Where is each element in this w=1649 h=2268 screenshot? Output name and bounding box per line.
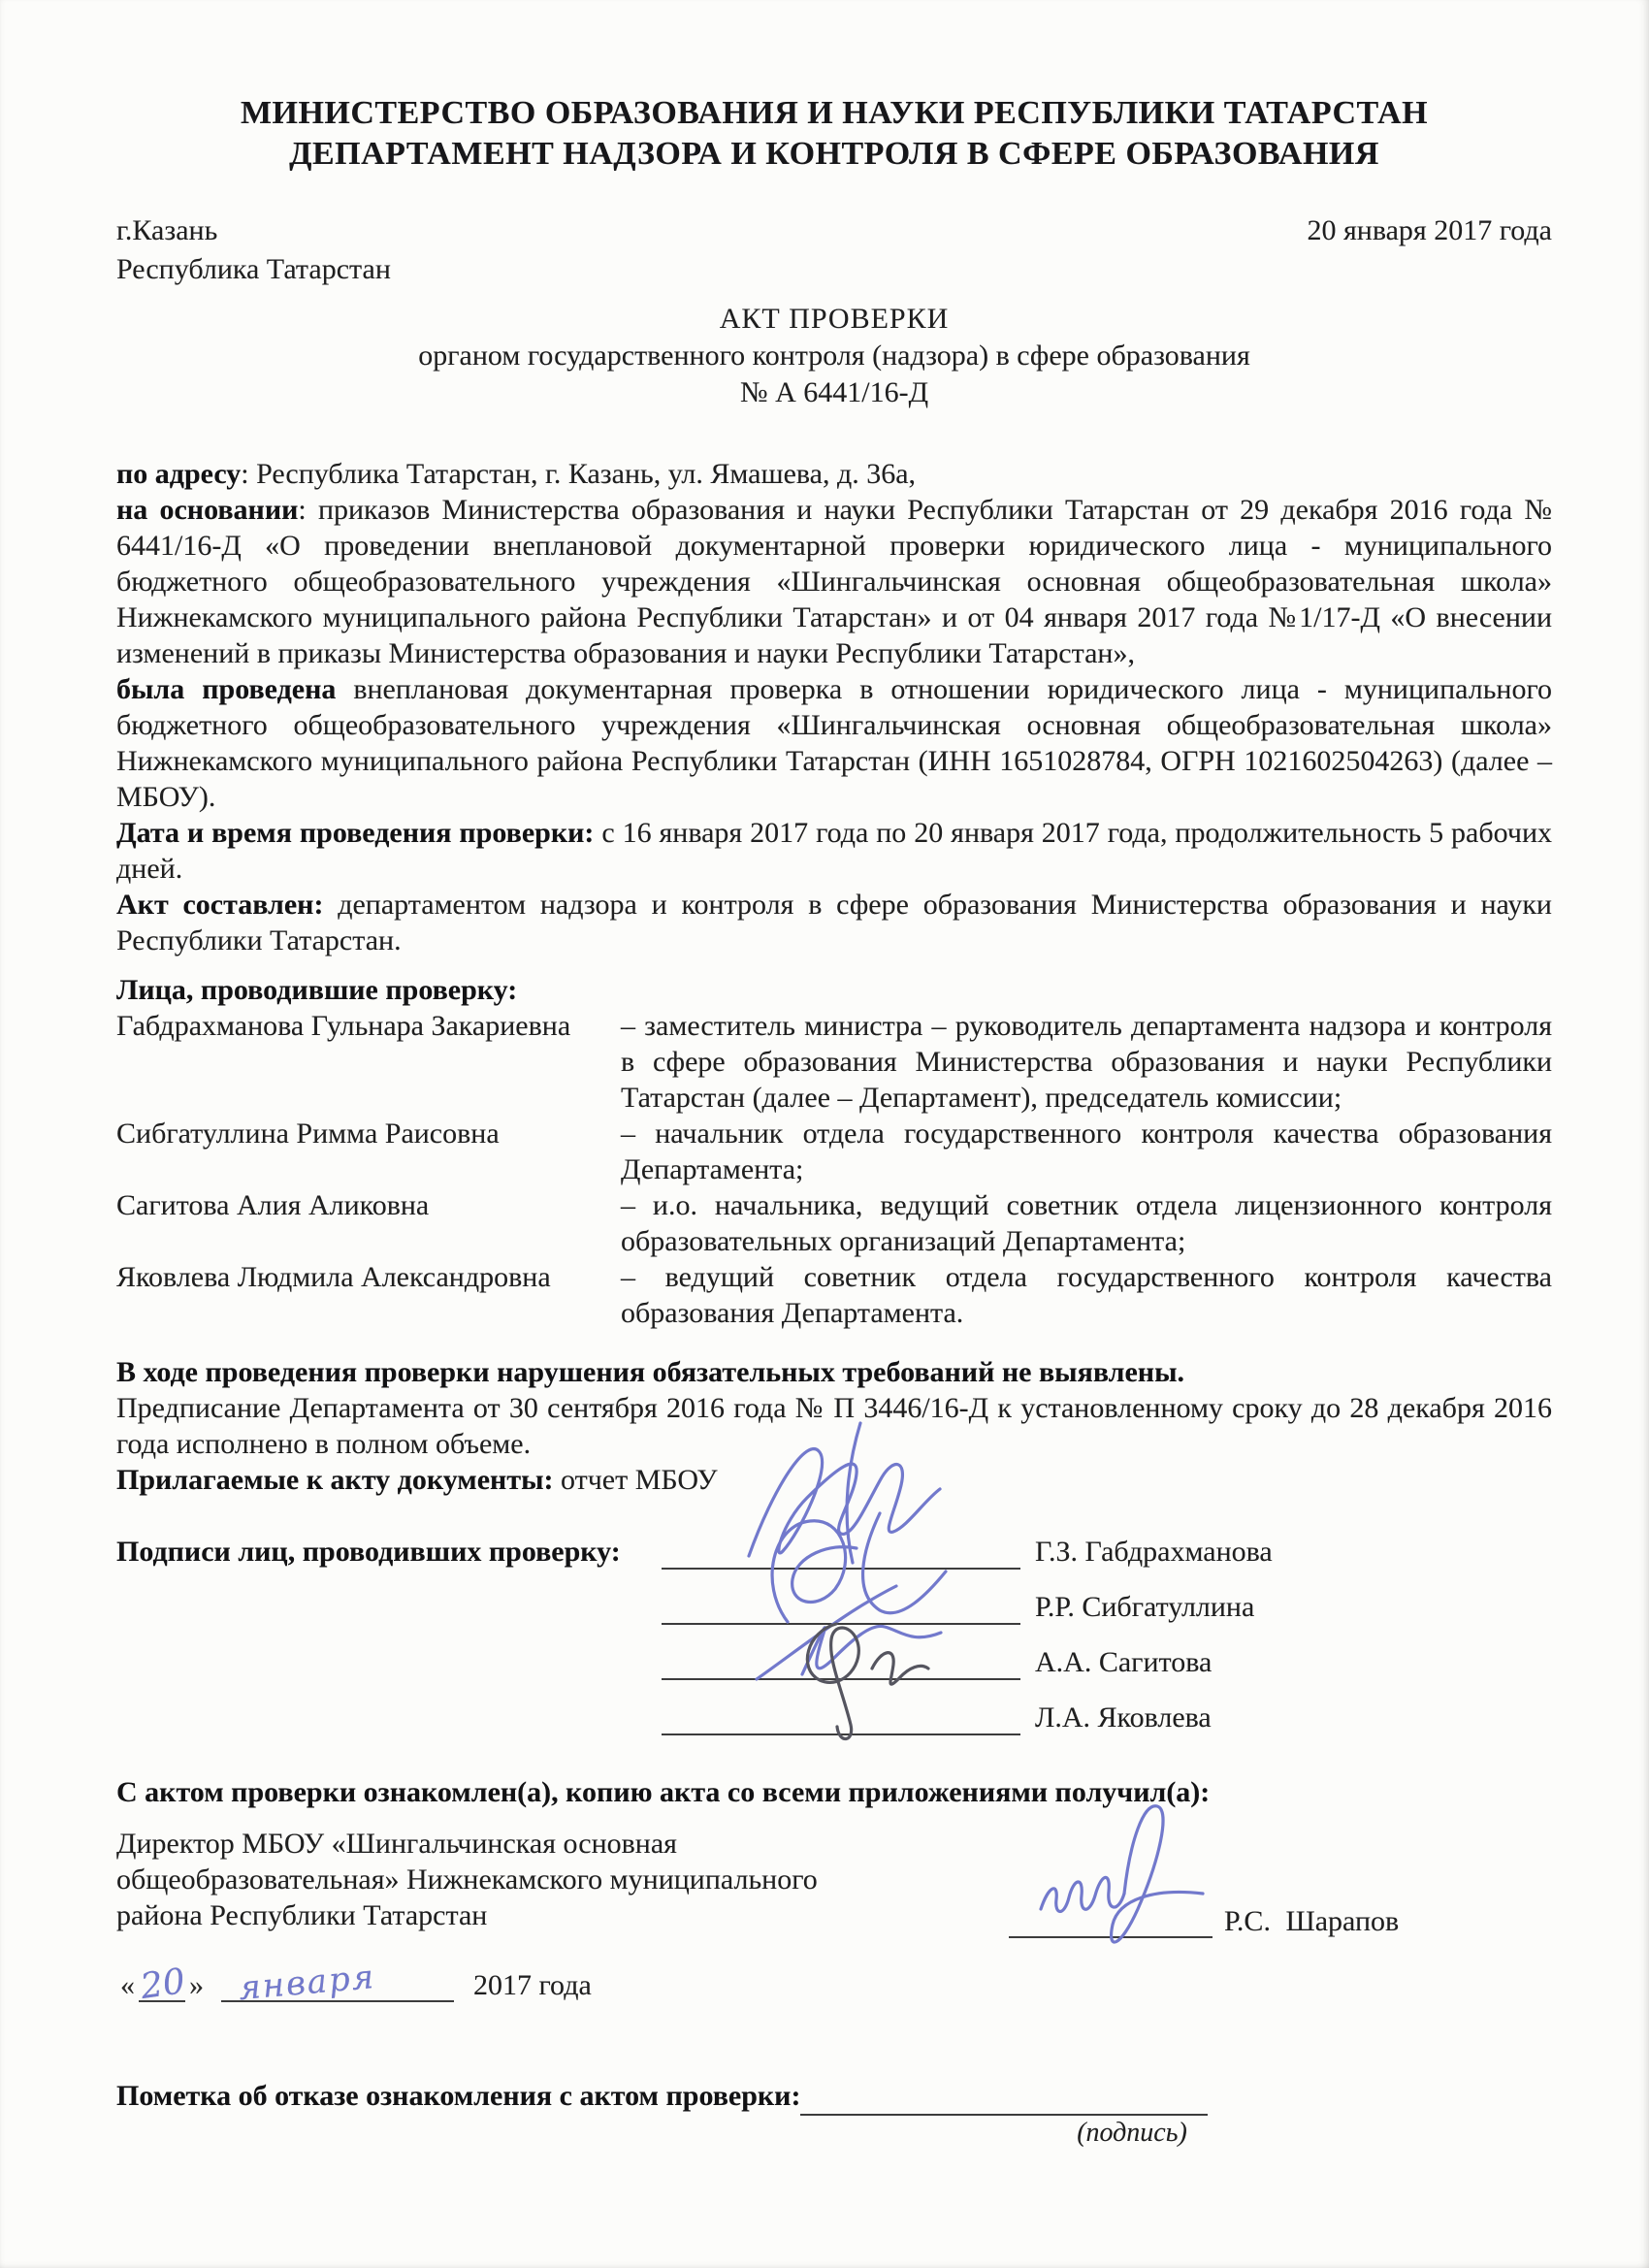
document-date: 20 января 2017 года	[1307, 214, 1552, 246]
inspector-name: Габдрахманова Гульнара Закариевна	[116, 1010, 571, 1042]
signer-name: Л.А. Яковлева	[1035, 1701, 1212, 1733]
inspector-name: Сагитова Алия Аликовна	[116, 1189, 430, 1221]
conducted-paragraph	[116, 671, 1552, 815]
year-text: 2017 года	[473, 1969, 592, 2001]
inspector-name: Сибгатуллина Римма Раисовна	[116, 1118, 500, 1150]
day-blank-line	[138, 1961, 188, 2007]
header-ministry-line: МИНИСТЕРСТВО ОБРАЗОВАНИЯ И НАУКИ РЕСПУБЛИКИ ТАТАРСТАН	[240, 95, 1429, 131]
month-blank-line	[221, 1957, 454, 2009]
director-line: общеобразовательная» Нижнекамского муниципального	[116, 1863, 818, 1895]
signature-caption: (подпись)	[1077, 2118, 1187, 2148]
director-line: района Республики Татарстан	[116, 1899, 488, 1931]
basis-text: : приказов Министерства образования и науки Республики Татарстан от 29 декабря 2016 года № 6441/16-Д «О проведении внеплановой документарной проверки юридического лица - муниципального бюджетного общеобразовательного учреждения «Шингальчинская основная общеобразовательная школа» Нижнекамского муниципального района Республики Татарстан» и от 04 января 2017 года №1/17-Д «О внесении изменений в приказы Министерства образования и науки Республики Татарстан»,	[116, 494, 1552, 669]
conducted-label: была проведена	[116, 673, 337, 705]
datetime-paragraph	[116, 815, 1552, 887]
attachments-paragraph	[116, 1462, 1552, 1498]
inspector-role: – ведущий советник отдела государственного контроля качества образования Департамента.	[621, 1261, 1552, 1329]
datetime-text: с 16 января 2017 года по 20 января 2017 года, продолжительность 5 рабочих дней.	[116, 817, 1552, 885]
attachments-text: отчет МБОУ	[553, 1464, 718, 1496]
inspector-role: – и.о. начальника, ведущий советник отдела лицензионного контроля образовательных организаций Департамента;	[621, 1189, 1552, 1257]
composed-paragraph	[116, 887, 1552, 958]
basis-label: на основании	[116, 494, 299, 526]
handwritten-month: января	[237, 1957, 377, 2009]
open-quote: «	[120, 1969, 135, 2001]
inspectors-table	[116, 1008, 1552, 1331]
title-block	[116, 301, 1552, 411]
handwritten-date-row	[116, 1957, 1552, 2009]
signature-row	[116, 1527, 1552, 1570]
acknowledgement-body	[116, 1826, 1552, 1938]
composed-text: департаментом надзора и контроля в сфере образования Министерства образования и науки Республики Татарстан.	[116, 889, 1552, 956]
signature-row	[116, 1693, 1552, 1735]
signatures-section	[116, 1527, 1552, 1735]
director-name: Р.С. Шарапов	[1224, 1905, 1400, 1937]
place-city: г.Казань	[116, 214, 218, 246]
basis-paragraph	[116, 492, 1552, 671]
document-subtitle: органом государственного контроля (надзора) в сфере образования	[418, 340, 1250, 372]
attachments-label: Прилагаемые к акту документы:	[116, 1464, 554, 1496]
inspectors-heading: Лица, проводившие проверку:	[116, 974, 518, 1006]
director-line: Директор МБОУ «Шингальчинская основная	[116, 1828, 677, 1860]
prescription-statement: Предписание Департамента от 30 сентября 2016 года № П 3446/16-Д к установленному сроку до 28 декабря 2016 года исполнено в полном объеме.	[116, 1392, 1552, 1460]
handwritten-day: 20	[138, 1961, 188, 2007]
signature-line	[662, 1527, 1020, 1570]
address-paragraph	[116, 456, 1552, 492]
signer-name: Р.Р. Сибгатуллина	[1035, 1591, 1255, 1623]
inspector-role: – заместитель министра – руководитель департамента надзора и контроля в сфере образования Министерства образования и науки Республики Татарстан (далее – Департамент), председатель комиссии;	[621, 1010, 1552, 1114]
datetime-label: Дата и время проведения проверки:	[116, 817, 595, 849]
document-header	[116, 93, 1552, 175]
conducted-text: внеплановая документарная проверка в отношении юридического лица - муниципального бюджетного общеобразовательного учреждения «Шингальчинская основная общеобразовательная школа» Нижнекамского муниципального района Республики Татарстан (ИНН 1651028784, ОГРН 1021602504263) (далее – МБОУ).	[116, 673, 1552, 813]
signer-name: Г.З. Габдрахманова	[1035, 1536, 1273, 1568]
director-title	[116, 1826, 912, 1938]
refusal-label: Пометка об отказе ознакомления с актом проверки:	[116, 2080, 801, 2112]
inspector-name: Яковлева Людмила Александровна	[116, 1261, 551, 1293]
signer-name: А.А. Сагитова	[1035, 1646, 1212, 1678]
document-number: № А 6441/16-Д	[739, 376, 929, 408]
signature-line	[662, 1637, 1020, 1680]
no-violations-statement: В ходе проведения проверки нарушения обязательных требований не выявлены.	[116, 1356, 1184, 1388]
document-title: АКТ ПРОВЕРКИ	[719, 303, 950, 335]
composed-label: Акт составлен:	[116, 889, 324, 921]
address-text: : Республика Татарстан, г. Казань, ул. Ямашева, д. 36а,	[241, 458, 917, 490]
findings-block	[116, 1354, 1552, 1462]
close-quote: »	[189, 1969, 204, 2001]
signature-row	[116, 1582, 1552, 1625]
director-signature-line	[1009, 1897, 1212, 1938]
refusal-blank-line	[800, 2075, 1208, 2116]
inspector-role: – начальник отдела государственного контроля качества образования Департамента;	[621, 1118, 1552, 1185]
signature-ink-sharapov	[1023, 1793, 1237, 1958]
header-department-line: ДЕПАРТАМЕНТ НАДЗОРА И КОНТРОЛЯ В СФЕРЕ ОБРАЗОВАНИЯ	[289, 136, 1379, 172]
refusal-section	[116, 2075, 1552, 2151]
place-region: Республика Татарстан	[116, 253, 391, 285]
signature-row	[116, 1637, 1552, 1680]
body-paragraphs	[116, 456, 1552, 958]
signatures-heading: Подписи лиц, проводивших проверку:	[116, 1536, 621, 1568]
signature-line	[662, 1693, 1020, 1735]
place-date-row	[116, 211, 1552, 289]
address-label: по адресу	[116, 458, 242, 490]
refusal-row	[116, 2075, 1552, 2116]
signature-line	[662, 1582, 1020, 1625]
acknowledgement-heading: С актом проверки ознакомлен(а), копию акта со всеми приложениями получил(а):	[116, 1776, 1211, 1808]
director-signature-area	[1009, 1826, 1552, 1938]
